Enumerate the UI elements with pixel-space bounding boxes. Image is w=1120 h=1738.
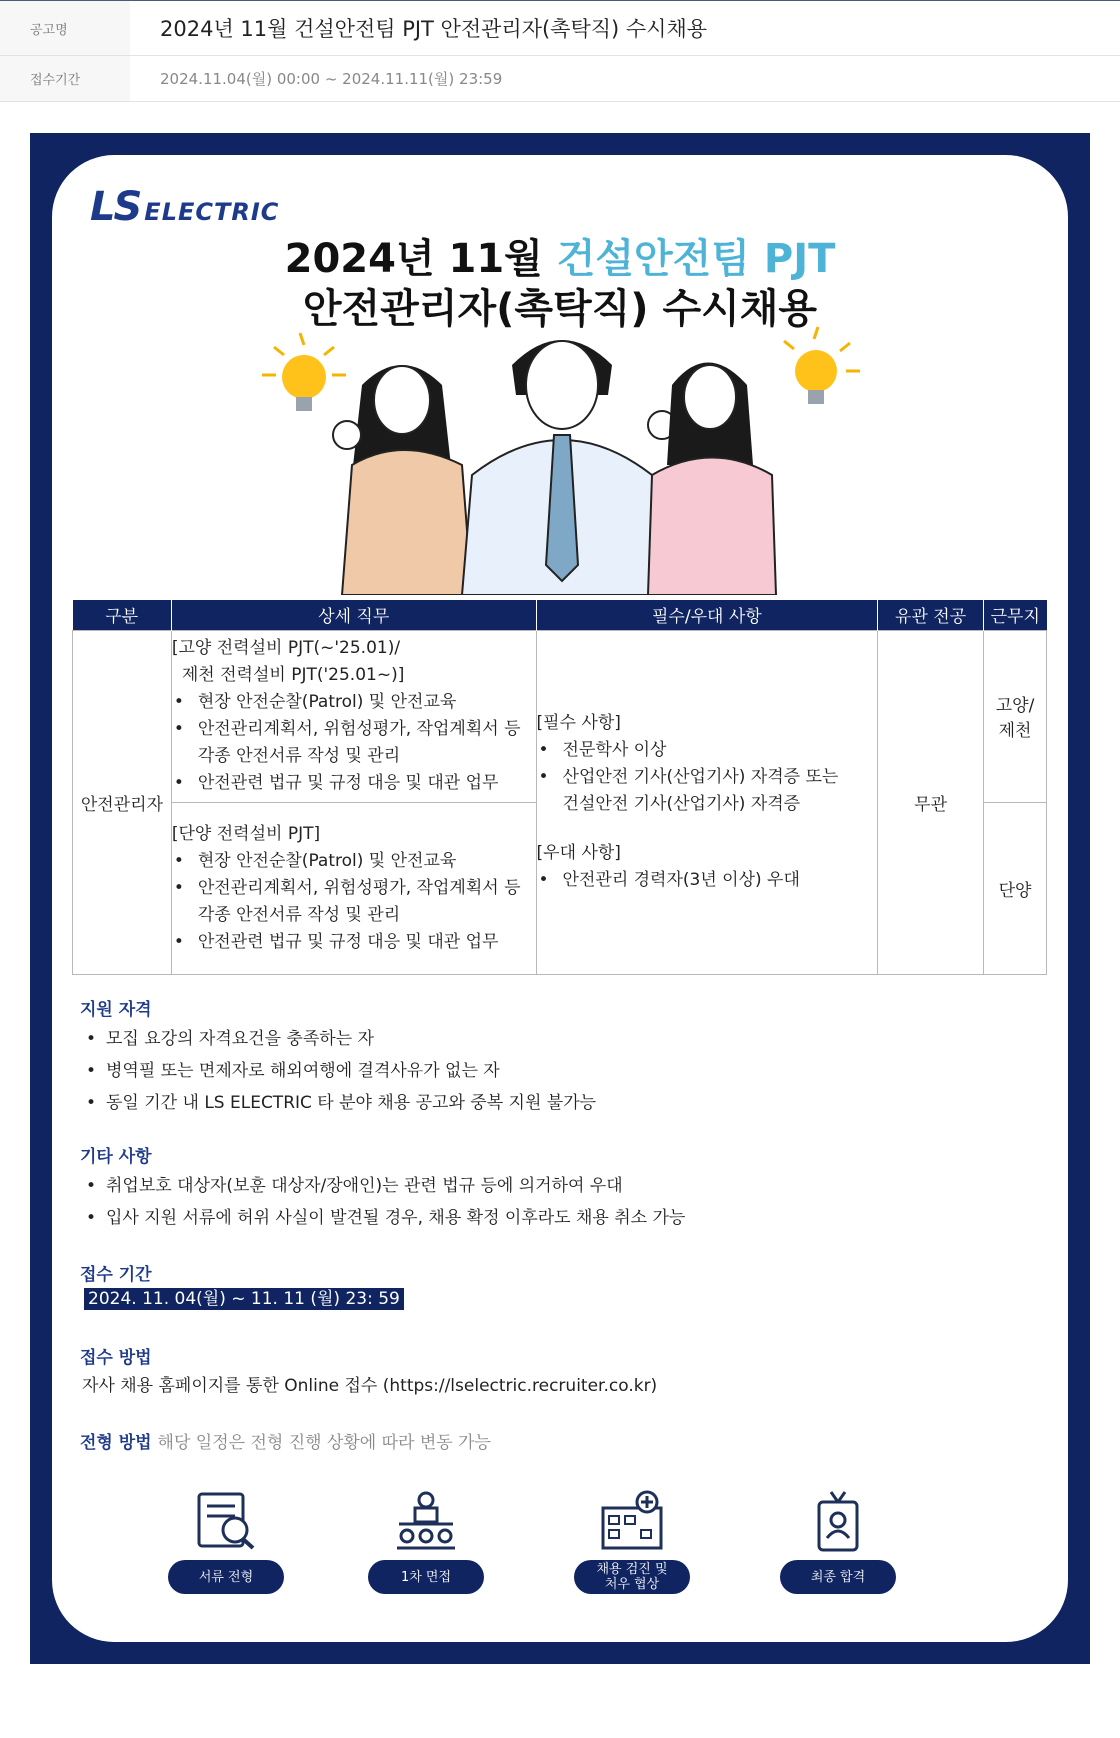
step-final-label: 최종 합격 bbox=[780, 1560, 896, 1594]
method-value: 자사 채용 홈페이지를 통한 Online 접수 (https://lselectric.recruiter.co.kr) bbox=[82, 1376, 658, 1396]
bullet: • bbox=[173, 850, 184, 871]
th-category: 구분 bbox=[73, 600, 172, 630]
pref-item: 안전관리 경력자(3년 이상) 우대 bbox=[562, 870, 800, 890]
list-item bbox=[86, 1087, 596, 1119]
major-cell: 무관 bbox=[878, 630, 984, 974]
process-note: 해당 일정은 전형 진행 상황에 따라 변동 가능 bbox=[157, 1433, 491, 1453]
qualification-item: 동일 기간 내 LS ELECTRIC 타 분야 채용 공고와 중복 지원 불가능 bbox=[106, 1093, 597, 1113]
duty-cell-goyang bbox=[171, 630, 536, 802]
location-cell-danyang: 단양 bbox=[984, 802, 1047, 974]
etc-item: 취업보호 대상자(보훈 대상자/장애인)는 관련 법규 등에 의거하여 우대 bbox=[106, 1176, 623, 1196]
table-header-row bbox=[73, 600, 1047, 630]
location-a1: 고양/ bbox=[995, 696, 1035, 716]
process-title-line bbox=[80, 1428, 491, 1453]
duty-cell-danyang bbox=[171, 802, 536, 974]
job-detail-table bbox=[72, 600, 1047, 975]
step-checkup-line2: 처우 협상 bbox=[604, 1577, 660, 1592]
notice-period-label: 접수기간 bbox=[0, 56, 130, 101]
bullet: • bbox=[538, 870, 549, 890]
duty-a-head2: 제천 전력설비 PJT('25.01~)] bbox=[181, 665, 405, 685]
recruit-poster bbox=[30, 133, 1090, 1664]
th-requirements: 필수/우대 사항 bbox=[536, 600, 878, 630]
req-item: 전문학사 이상 bbox=[562, 740, 667, 760]
list-item bbox=[172, 689, 536, 716]
bullet: • bbox=[173, 719, 184, 739]
bullet: • bbox=[173, 931, 184, 952]
document-screening-icon bbox=[191, 1490, 261, 1552]
category-cell: 안전관리자 bbox=[73, 630, 172, 974]
list-item bbox=[172, 875, 536, 902]
list-item bbox=[172, 929, 536, 956]
duty-a-head1: [고양 전력설비 PJT(~'25.01)/ bbox=[171, 638, 401, 658]
etc-title: 기타 사항 bbox=[80, 1147, 152, 1167]
interview-icon bbox=[391, 1490, 461, 1552]
notice-period-row bbox=[0, 56, 1120, 102]
step-document bbox=[168, 1490, 284, 1594]
requirements-cell bbox=[536, 630, 878, 974]
list-item bbox=[86, 1170, 685, 1202]
location-cell-goyang bbox=[984, 630, 1047, 802]
table-row bbox=[73, 630, 1047, 802]
poster-card bbox=[52, 155, 1068, 1642]
period-title: 접수 기간 bbox=[80, 1265, 152, 1285]
step-checkup-line1: 채용 검진 및 bbox=[596, 1562, 668, 1577]
location-a2: 제천 bbox=[998, 721, 1032, 741]
duty-b-head: [단양 전력설비 PJT] bbox=[171, 823, 321, 844]
pref-head: [우대 사항] bbox=[536, 843, 621, 863]
req-item: 건설안전 기사(산업기사) 자격증 bbox=[562, 794, 801, 814]
list-item bbox=[86, 1023, 596, 1055]
bullet: • bbox=[86, 1029, 97, 1049]
list-item bbox=[537, 867, 878, 894]
list-item bbox=[172, 848, 536, 875]
step-checkup bbox=[574, 1490, 690, 1594]
duty-a-item: 안전관리계획서, 위험성평가, 작업계획서 등 bbox=[197, 719, 521, 739]
bullet-spacer bbox=[172, 902, 198, 929]
list-item bbox=[537, 791, 878, 818]
list-item bbox=[537, 737, 878, 764]
req-item: 산업안전 기사(산업기사) 자격증 또는 bbox=[562, 767, 839, 787]
title-highlight: 건설안전팀 PJT bbox=[556, 236, 836, 282]
duty-a-item: 각종 안전서류 작성 및 관리 bbox=[197, 746, 401, 766]
etc-item: 입사 지원 서류에 허위 사실이 발견될 경우, 채용 확정 이후라도 채용 취소 가능 bbox=[106, 1208, 686, 1228]
step-interview bbox=[368, 1490, 484, 1594]
title-prefix: 2024년 11월 bbox=[284, 236, 557, 282]
period-value: 2024. 11. 04(월) ~ 11. 11 (월) 23: 59 bbox=[84, 1288, 404, 1310]
woman-right-figure bbox=[648, 363, 776, 596]
bullet: • bbox=[86, 1093, 97, 1113]
notice-title-label: 공고명 bbox=[0, 1, 130, 55]
qualification-item: 모집 요강의 자격요건을 충족하는 자 bbox=[106, 1029, 374, 1049]
th-duty: 상세 직무 bbox=[171, 600, 536, 630]
method-title: 접수 방법 bbox=[80, 1348, 152, 1368]
qualification-title: 지원 자격 bbox=[80, 1000, 152, 1020]
step-interview-label: 1차 면접 bbox=[368, 1560, 484, 1594]
bullet-spacer bbox=[537, 791, 563, 818]
duty-b-item: 안전관리계획서, 위험성평가, 작업계획서 등 bbox=[197, 877, 521, 898]
lightbulb-icon-left bbox=[262, 333, 346, 411]
step-final bbox=[780, 1490, 896, 1594]
list-item bbox=[172, 902, 536, 929]
bullet: • bbox=[538, 767, 549, 787]
list-item bbox=[537, 764, 878, 791]
list-item bbox=[86, 1055, 596, 1087]
etc-list bbox=[86, 1170, 685, 1234]
th-major: 유관 전공 bbox=[878, 600, 984, 630]
req-head: [필수 사항] bbox=[536, 713, 621, 733]
step-document-label: 서류 전형 bbox=[168, 1560, 284, 1594]
id-badge-icon bbox=[803, 1490, 873, 1552]
bullet: • bbox=[173, 773, 184, 793]
qualification-item: 병역필 또는 면제자로 해외여행에 결격사유가 없는 자 bbox=[106, 1061, 500, 1081]
poster-title-line2: 안전관리자(촉탁직) 수시채용 bbox=[302, 286, 818, 332]
bullet: • bbox=[86, 1208, 97, 1228]
list-item bbox=[86, 1202, 685, 1234]
duty-a-item: 안전관련 법규 및 규정 대응 및 대관 업무 bbox=[197, 773, 499, 793]
bullet: • bbox=[86, 1061, 97, 1081]
man-center-figure bbox=[462, 340, 676, 595]
lightbulb-icon-right bbox=[784, 327, 860, 404]
bullet: • bbox=[173, 877, 184, 898]
notice-period-value: 2024.11.04(월) 00:00 ~ 2024.11.11(월) 23:59 bbox=[160, 70, 503, 88]
bullet: • bbox=[538, 740, 549, 760]
list-item bbox=[172, 770, 536, 797]
bullet: • bbox=[86, 1176, 97, 1196]
bullet-spacer bbox=[172, 743, 198, 770]
list-item bbox=[172, 743, 536, 770]
woman-left-figure bbox=[333, 365, 472, 595]
process-title: 전형 방법 bbox=[80, 1433, 152, 1453]
notice-title-row bbox=[0, 0, 1120, 56]
logo-electric-text: ELECTRIC bbox=[144, 198, 280, 226]
poster-title-line1 bbox=[52, 227, 1068, 284]
step-checkup-label bbox=[574, 1560, 690, 1594]
list-item bbox=[172, 716, 536, 743]
hospital-icon bbox=[597, 1490, 667, 1552]
logo-ls-text: LS bbox=[90, 184, 141, 230]
duty-b-item: 각종 안전서류 작성 및 관리 bbox=[197, 904, 401, 925]
qualification-list bbox=[86, 1023, 596, 1119]
ls-electric-logo bbox=[90, 183, 280, 230]
bullet: • bbox=[173, 692, 184, 712]
three-people-illustration bbox=[252, 325, 872, 595]
duty-a-item: 현장 안전순찰(Patrol) 및 안전교육 bbox=[197, 692, 457, 712]
notice-title-value: 2024년 11월 건설안전팀 PJT 안전관리자(촉탁직) 수시채용 bbox=[160, 17, 708, 41]
duty-b-item: 안전관련 법규 및 규정 대응 및 대관 업무 bbox=[197, 931, 499, 952]
duty-b-item: 현장 안전순찰(Patrol) 및 안전교육 bbox=[197, 850, 457, 871]
th-location: 근무지 bbox=[984, 600, 1047, 630]
